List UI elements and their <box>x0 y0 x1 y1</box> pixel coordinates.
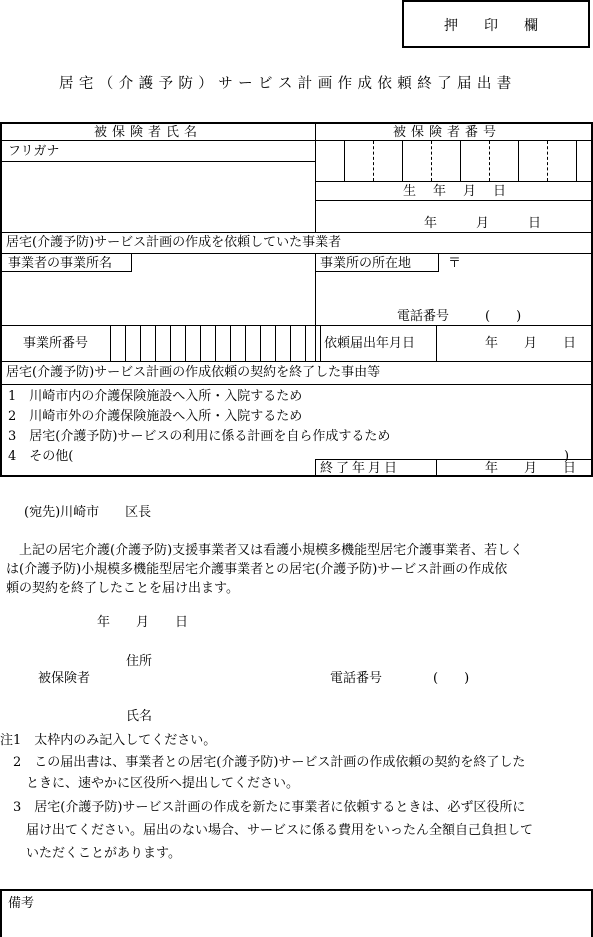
end-date-value[interactable]: 年 月 日 <box>485 461 577 476</box>
note-3-line-3: いただくことがあります。 <box>0 846 181 861</box>
declarant-phone-value[interactable]: ( ) <box>433 671 470 686</box>
note-1: 注1 太枠内のみ記入してください。 <box>0 733 217 748</box>
request-date-value[interactable]: 年 月 日 <box>485 336 577 351</box>
reason-item-3[interactable]: 3 居宅(介護予防)サービスの利用に係る計画を自ら作成するため <box>8 429 391 444</box>
insured-name-field[interactable] <box>2 162 314 231</box>
declaration-line-3: 頼の契約を終了したことを届け出ます。 <box>6 581 239 596</box>
office-address-label: 事業所の所在地 <box>320 256 412 271</box>
declaration-line-2: は(介護予防)小規模多機能型居宅介護事業者との居宅(介護予防)サービス計画の作成依 <box>6 562 508 577</box>
note-3-line-2: 届け出てください。届出のない場合、サービスに係る費用をいったん全額自己負担して <box>0 823 534 838</box>
addressee: (宛先)川崎市 区長 <box>24 505 152 520</box>
address-label: 住所 <box>126 654 153 669</box>
dob-value[interactable]: 年 月 日 <box>424 216 542 231</box>
remarks-box[interactable] <box>0 889 593 937</box>
form-title: 居宅（介護予防）サービス計画作成依頼終了届出書 <box>59 76 517 92</box>
dob-label: 生 年 月 日 <box>403 184 509 199</box>
declarant-phone-label: 電話番号 <box>330 671 383 686</box>
office-name-field[interactable] <box>2 273 314 325</box>
stamp-box-label: 押 印 欄 <box>444 18 544 34</box>
request-date-label: 依頼届出年月日 <box>324 336 416 351</box>
note-2-line-2: ときに、速やかに区役所へ提出してください。 <box>0 776 300 791</box>
reason-item-2[interactable]: 2 川崎市外の介護保険施設へ入所・入院するため <box>8 409 303 424</box>
reason-other-close: ) <box>564 449 570 464</box>
office-number-field[interactable] <box>111 326 314 360</box>
postal-mark: 〒 <box>448 256 462 271</box>
previous-provider-label: 居宅(介護予防)サービス計画の作成を依頼していた事業者 <box>6 235 342 250</box>
insured-number-field[interactable] <box>316 141 591 181</box>
office-name-label: 事業者の事業所名 <box>8 256 113 271</box>
insured-label: 被保険者 <box>38 671 91 686</box>
office-phone-label: 電話番号 <box>397 309 450 324</box>
furigana-label: フリガナ <box>8 144 60 159</box>
remarks-label: 備考 <box>8 896 35 911</box>
declaration-date[interactable]: 年 月 日 <box>97 615 189 630</box>
insured-number-header: 被保険者番号 <box>393 125 502 140</box>
office-address-field[interactable] <box>316 273 591 307</box>
note-3-line-1: 3 居宅(介護予防)サービス計画の作成を新たに事業者に依頼するときは、必ず区役所に <box>0 800 526 815</box>
declaration-line-1: 上記の居宅介護(介護予防)支援事業者又は看護小規模多機能型居宅介護事業者、若しく <box>6 543 524 558</box>
name-label: 氏名 <box>126 709 153 724</box>
reason-item-1[interactable]: 1 川崎市内の介護保険施設へ入所・入院するため <box>8 389 303 404</box>
insured-name-header: 被保険者氏名 <box>94 125 203 140</box>
reason-item-4[interactable]: 4 その他( <box>8 449 74 464</box>
reason-section-label: 居宅(介護予防)サービス計画の作成依頼の契約を終了した事由等 <box>6 365 381 380</box>
end-date-label: 終了年月日 <box>320 461 401 476</box>
note-2-line-1: 2 この届出書は、事業者との居宅(介護予防)サービス計画の作成依頼の契約を終了した <box>0 755 526 770</box>
office-number-label: 事業所番号 <box>23 336 89 351</box>
office-phone-value[interactable]: ( ) <box>485 309 522 324</box>
